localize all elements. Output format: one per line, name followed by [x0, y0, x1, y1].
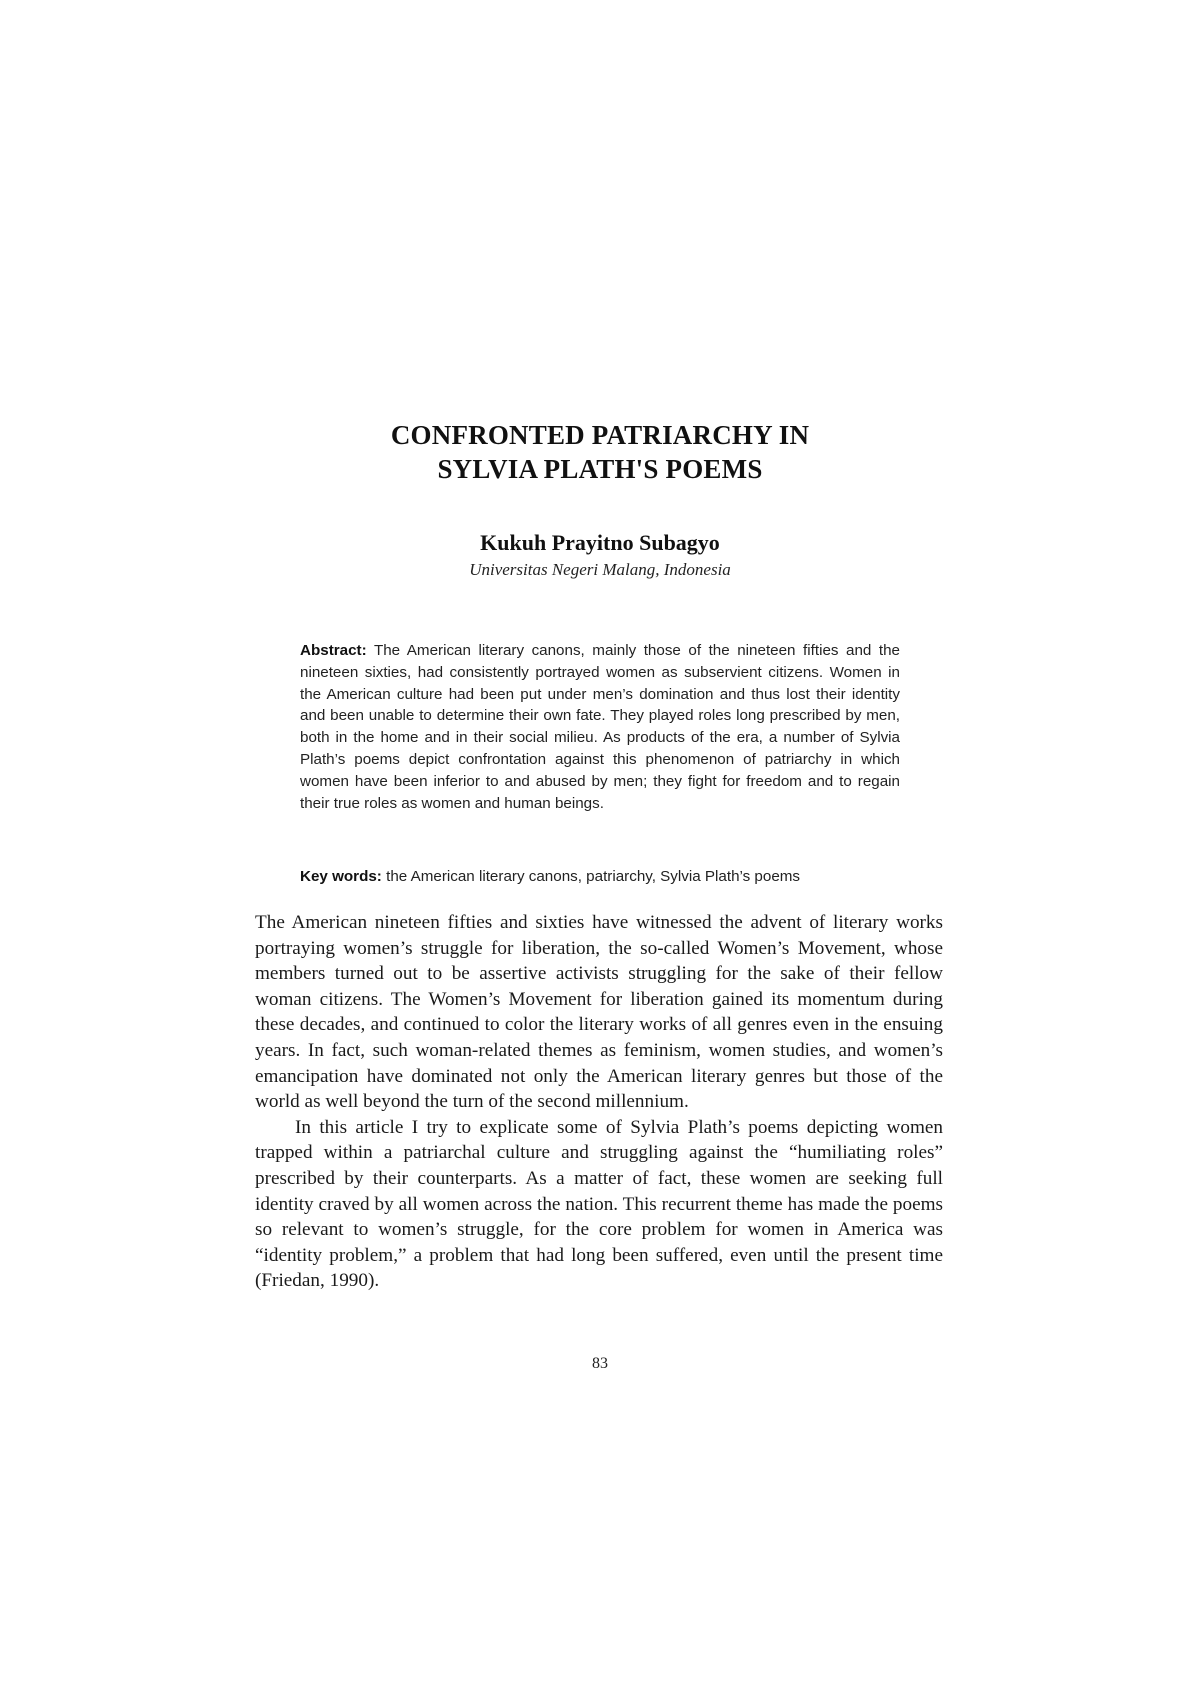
body-text: [255, 910, 943, 1294]
author-affiliation: Universitas Negeri Malang, Indonesia: [469, 560, 731, 579]
keywords: [300, 866, 900, 888]
title-line-1: CONFRONTED PATRIARCHY IN: [390, 420, 810, 450]
page-number: 83: [592, 1355, 608, 1372]
author-name: Kukuh Prayitno Subagyo: [480, 530, 720, 555]
keywords-text: the American literary canons, patriarchy, Sylvia Plath’s poems: [386, 868, 801, 885]
keywords-label: Key words:: [300, 868, 382, 885]
abstract-label: Abstract:: [300, 642, 367, 659]
abstract-text: The American literary canons, mainly those of the nineteen fifties and the nineteen sixties, had consistently portrayed women as subservient citizens. Women in the American culture had been put under men’s domination and thus lost their identity and been unable to determine their own fate. They played roles long prescribed by men, both in the home and in their social milieu. As products of the era, a number of Sylvia Plath’s poems depict confrontation against this phenomenon of patriarchy in which women have been inferior to and abused by men; they fight for freedom and to regain their true roles as women and human beings.: [300, 642, 900, 812]
author-block: [0, 528, 1200, 582]
body-paragraph-2: In this article I try to explicate some of Sylvia Plath’s poems depicting women trapped within a patriarchal culture and struggling against the “humiliating roles” prescribed by their counterparts. As a matter of fact, these women are seeking full identity craved by all women across the nation. This recurrent theme has made the poems so relevant to women’s struggle, for the core problem for women in America was “identity problem,” a problem that had long been suffered, even until the present time (Friedan, 1990).: [255, 1116, 943, 1292]
article-title: [0, 418, 1200, 486]
abstract: [300, 640, 900, 814]
title-line-2: SYLVIA PLATH'S POEMS: [437, 454, 763, 484]
body-paragraph-1: The American nineteen fifties and sixties have witnessed the advent of literary works portraying women’s struggle for liberation, the so-called Women’s Movement, whose members turned out to be assertive activists struggling for the sake of their fellow woman citizens. The Women’s Movement for liberation gained its momentum during these decades, and continued to color the literary works of all genres even in the ensuing years. In fact, such woman-related themes as feminism, women studies, and women’s emancipation have dominated not only the American literary genres but those of the world as well beyond the turn of the second millennium.: [255, 912, 943, 1113]
